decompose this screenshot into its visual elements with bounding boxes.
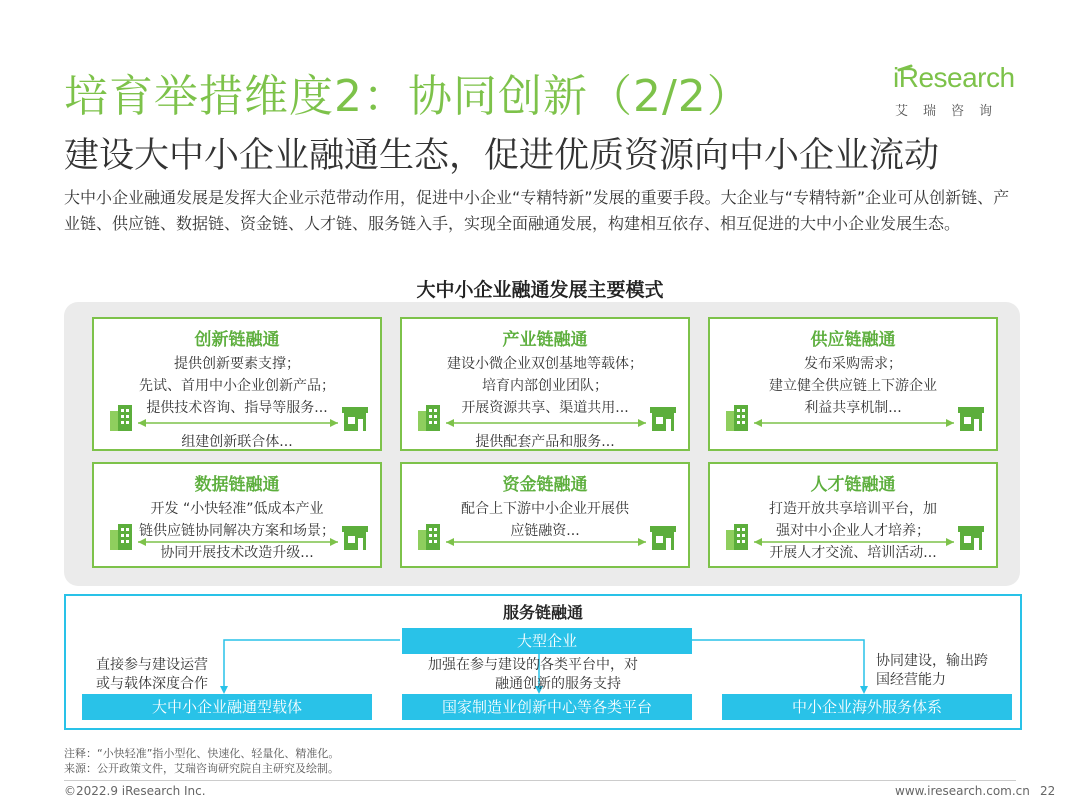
website: www.iresearch.com.cn [895,784,1030,798]
card-data-chain [92,462,382,568]
text-line: 融通创新的服务支持 [495,676,621,692]
card-flow-graphic [402,464,692,570]
card-line: 培育内部创业团队； [482,378,608,394]
service-right-text [876,652,1016,690]
card-supply-chain [708,317,998,451]
service-target-bar: 大中小企业融通型载体 [82,694,372,720]
storefront-icon [342,526,368,550]
card-title: 资金链融通 [502,475,588,495]
card-line: 配合上下游中小企业开展供 [461,501,629,517]
card-bottom-line: 提供配套产品和服务... [475,434,615,450]
service-middle-text [428,656,688,694]
card-title: 人才链融通 [810,475,896,495]
page-title: 培育举措维度2：协同创新（2/2） [64,71,752,122]
card-capital-chain [400,462,690,568]
card-line: 应链融资... [510,523,580,539]
card-title: 产业链融通 [502,330,588,350]
notes [64,746,339,776]
card-title: 创新链融通 [194,330,280,350]
card-title: 供应链融通 [810,330,896,350]
card-line: 打造开放共享培训平台，加 [769,501,937,517]
service-chain-title: 服务链融通 [502,603,583,622]
office-building-icon [110,524,132,550]
card-line: 开展资源共享、渠道共用... [461,400,629,416]
card-line: 开展人才交流、培训活动... [769,545,937,561]
card-innovation-chain [92,317,382,451]
office-building-icon [726,405,748,431]
storefront-icon [650,407,676,431]
office-building-icon [418,524,440,550]
storefront-icon [342,407,368,431]
service-chain-frame [64,594,1022,730]
card-line: 提供技术咨询、指导等服务... [146,400,328,416]
intro-paragraph: 大中小企业融通发展是发挥大企业示范带动作用，促进中小企业“专精特新”发展的重要手段。大企业与“专精特新”企业可从创新链、产业链、供应链、数据链、资金链、人才链、服务链入手，实现全面融通发展，构建相互依存、相互促进的大中小企业发展生态。 [64,188,1010,233]
card-line: 链供应链协同解决方案和场景； [139,523,335,539]
logo-wordmark: iResearch [893,62,1015,93]
text-line: 加强在参与建设的各类平台中，对 [428,657,638,673]
text-line: 国经营能力 [876,672,946,688]
service-target-bar: 国家制造业创新中心等各类平台 [402,694,692,720]
storefront-icon [958,526,984,550]
card-flow-graphic [710,319,1000,453]
card-flow-graphic [94,464,384,570]
office-building-icon [110,405,132,431]
storefront-icon [958,407,984,431]
text-line: 协同建设，输出跨 [876,653,988,669]
iresearch-logo [893,62,1023,118]
logo-cn-text: 艾瑞咨询 [895,104,1008,119]
card-title: 数据链融通 [194,475,280,495]
page-subtitle: 建设大中小企业融通生态，促进优质资源向中小企业流动 [64,136,940,176]
card-line: 建设小微企业双创基地等载体； [447,356,643,372]
card-talent-chain [708,462,998,568]
card-line: 开发 “小快轻准”低成本产业 [150,501,324,517]
storefront-icon [650,526,676,550]
card-line: 建立健全供应链上下游企业 [769,378,937,394]
text-line: 或与载体深度合作 [96,676,208,692]
card-line: 先试、首用中小企业创新产品； [139,378,335,394]
card-line: 协同开展技术改造升级... [160,545,314,561]
source-text: 来源：公开政策文件，艾瑞咨询研究院自主研究及绘制。 [64,762,339,775]
office-building-icon [726,524,748,550]
text-line: 直接参与建设运营 [96,657,208,673]
large-enterprise-bar: 大型企业 [402,628,692,654]
service-left-text [96,656,256,694]
office-building-icon [418,405,440,431]
card-line: 强对中小企业人才培养； [776,523,930,539]
footer-divider [64,780,1016,781]
diagram-title: 大中小企业融通发展主要模式 [416,279,664,301]
card-line: 发布采购需求； [804,356,902,372]
card-industry-chain [400,317,690,451]
card-bottom-line: 组建创新联合体... [181,434,293,450]
service-target-bar: 中小企业海外服务体系 [722,694,1012,720]
page-number: 22 [1040,784,1056,798]
card-flow-graphic [402,319,692,453]
note-text: 注释：“小快轻准”指小型化、快速化、轻量化、精准化。 [64,747,340,760]
card-line: 利益共享机制... [804,400,902,416]
card-flow-graphic [94,319,384,453]
card-flow-graphic [710,464,1000,570]
card-line: 提供创新要素支撑； [174,356,300,372]
copyright: ©2022.9 iResearch Inc. [64,784,206,798]
